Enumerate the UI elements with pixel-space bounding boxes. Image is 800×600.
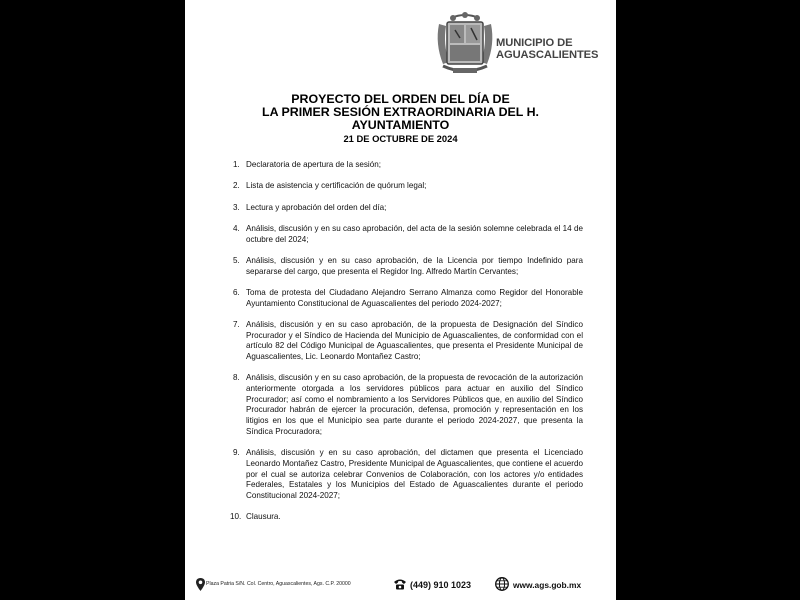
agenda-list xyxy=(215,160,583,534)
agenda-item xyxy=(215,320,583,363)
agenda-item xyxy=(215,448,583,502)
agenda-item xyxy=(215,160,583,171)
title-line-2: LA PRIMER SESIÓN EXTRAORDINARIA DEL H. xyxy=(262,105,539,119)
agenda-item-text: Análisis, discusión y en su caso aprobación, del dictamen que presenta el Licenciado Leonardo Montañez Castro, Presidente Municipal de Aguascalientes, que contiene el acuerdo por el cual se autoriza celebrar Convenios de Colaboración, con los actores y/o entidades Federales, Estatales y los Municipios del Estado de Aguascalientes durante el periodo Constitucional 2024-2027; xyxy=(246,448,583,500)
agenda-item-text: Lista de asistencia y certificación de quórum legal; xyxy=(246,181,427,191)
agenda-item xyxy=(215,373,583,437)
agenda-item xyxy=(215,203,583,214)
agenda-item-text: Clausura. xyxy=(246,512,281,522)
agenda-item-text: Análisis, discusión y en su caso aprobación, de la propuesta de revocación de la autorización anteriormente otorgada a los servidores públicos para actuar en auxilio del Síndico Procurador; así como el nombramiento a los Servidores Públicos que, en auxilio del Síndico Procurador habrán de ejercer la procuración, defensa, promoción y representación en los litigios en los que el Municipio sea parte durante el periodo 2024-2027, que presenta la Síndica Procuradora; xyxy=(246,373,583,436)
footer-phone[interactable]: (449) 910 1023 xyxy=(410,580,472,590)
location-pin-icon xyxy=(196,578,205,591)
agenda-item xyxy=(215,512,583,523)
agenda-item-text: Análisis, discusión y en su caso aprobación, de la propuesta de Designación del Síndico Procurador y el Síndico de Hacienda del Municipio de Aguascalientes, de conformidad con el artículo 82 del Código Municipal de Aguascalientes, que presenta el Presidente Municipal de Aguascalientes, Lic. Leonardo Montañez Castro; xyxy=(246,319,583,361)
document-page xyxy=(185,0,616,600)
agenda-item-number: 2. xyxy=(233,181,240,191)
agenda-item-number: 8. xyxy=(233,373,240,383)
organization-name-line2: AGUASCALIENTES xyxy=(496,48,599,61)
agenda-item-number: 10. xyxy=(230,512,242,522)
title-line-3: AYUNTAMIENTO xyxy=(351,118,450,132)
agenda-item-number: 6. xyxy=(233,287,240,297)
session-date: 21 DE OCTUBRE DE 2024 xyxy=(343,133,458,144)
organization-name-line1: MUNICIPIO DE xyxy=(496,37,573,49)
organization-name xyxy=(496,38,598,61)
coat-of-arms-icon xyxy=(433,12,497,76)
agenda-item-number: 3. xyxy=(233,202,240,212)
agenda-item-text: Declaratoria de apertura de la sesión; xyxy=(246,160,381,169)
agenda-item-text: Lectura y aprobación del orden del día; xyxy=(246,202,387,212)
agenda-item-text: Análisis, discusión y en su caso aprobación, de la Licencia por tiempo Indefinido para separarse del cargo, que presenta el Regidor Ing. Alfredo Martín Cervantes; xyxy=(246,255,583,276)
agenda-item-number: 5. xyxy=(233,255,240,265)
agenda-item-number: 9. xyxy=(233,448,240,458)
footer xyxy=(185,577,616,595)
agenda-item xyxy=(215,224,583,245)
agenda-item xyxy=(215,256,583,277)
agenda-item-number: 4. xyxy=(233,223,240,233)
agenda-item-number: 7. xyxy=(233,319,240,329)
phone-icon xyxy=(393,578,407,590)
globe-icon xyxy=(495,577,509,591)
agenda-item xyxy=(215,181,583,192)
agenda-item xyxy=(215,288,583,309)
document-title xyxy=(185,93,616,145)
title-line-1: PROYECTO DEL ORDEN DEL DÍA DE xyxy=(291,92,510,106)
agenda-item-text: Toma de protesta del Ciudadano Alejandro Serrano Almanza como Regidor del Honorable Ayuntamiento Constitucional de Aguascalientes del periodo 2024-2027; xyxy=(246,287,583,308)
footer-address: Plaza Patria S/N. Col. Centro, Aguascalientes, Ags. C.P. 20000 xyxy=(206,581,351,587)
footer-website[interactable]: www.ags.gob.mx xyxy=(513,580,582,590)
agenda-item-text: Análisis, discusión y en su caso aprobación, del acta de la sesión solemne celebrada el 14 de octubre del 2024; xyxy=(246,223,583,244)
agenda-item-number: 1. xyxy=(233,160,240,169)
